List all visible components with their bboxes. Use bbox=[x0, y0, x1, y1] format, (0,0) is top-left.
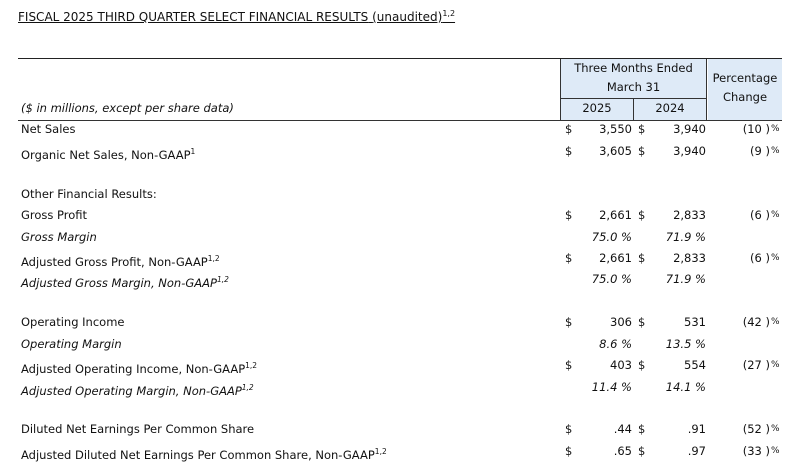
pct-sign: % bbox=[771, 360, 780, 370]
dollar-sign-2024: $ bbox=[638, 358, 646, 372]
row-label bbox=[21, 355, 257, 376]
row-label-text: Gross Profit bbox=[21, 208, 88, 222]
dollar-sign-2024: $ bbox=[638, 144, 646, 158]
row-label-footnote: 1,2 bbox=[374, 447, 387, 456]
value-2024: 71.9 % bbox=[665, 230, 706, 244]
value-2024: 531 bbox=[684, 315, 706, 329]
dollar-sign-2024: $ bbox=[638, 422, 646, 436]
pct-change: (33 ) bbox=[742, 444, 770, 458]
pct-sign: % bbox=[771, 253, 780, 263]
pct-sign: % bbox=[771, 424, 780, 434]
row-label-text: Operating Income bbox=[21, 315, 125, 329]
row-label-text: Organic Net Sales, Non-GAAP bbox=[21, 147, 191, 162]
units-note: ($ in millions, except per share data) bbox=[21, 101, 234, 115]
header-period bbox=[561, 59, 706, 97]
dollar-sign-2024: $ bbox=[638, 251, 646, 265]
dollar-sign-2025: $ bbox=[565, 122, 573, 136]
pct-change: (52 ) bbox=[742, 422, 770, 436]
header-period-line1: Three Months Ended bbox=[574, 61, 693, 75]
dollar-sign-2025: $ bbox=[565, 315, 573, 329]
value-2025: 403 bbox=[610, 358, 632, 372]
pct-sign: % bbox=[771, 317, 780, 327]
row-label-text: Adjusted Gross Profit, Non-GAAP bbox=[21, 254, 208, 269]
value-2025: 2,661 bbox=[599, 251, 632, 265]
row-label bbox=[21, 269, 229, 290]
value-2025: 3,550 bbox=[599, 122, 632, 136]
page-title bbox=[18, 9, 455, 24]
pct-change: (6 ) bbox=[750, 208, 770, 222]
value-2025: 2,661 bbox=[599, 208, 632, 222]
pct-change: (10 ) bbox=[742, 122, 770, 136]
value-2024: 13.5 % bbox=[665, 337, 706, 351]
value-2025: 75.0 % bbox=[591, 230, 632, 244]
row-label-text: Diluted Net Earnings Per Common Share bbox=[21, 422, 255, 436]
pct-change: (9 ) bbox=[750, 144, 770, 158]
row-label-text: Adjusted Gross Margin, Non-GAAP bbox=[21, 275, 217, 290]
header-period-line2: March 31 bbox=[606, 80, 661, 94]
row-label bbox=[21, 205, 87, 226]
row-label-text: Net Sales bbox=[21, 122, 76, 136]
dollar-sign-2024: $ bbox=[638, 444, 646, 458]
row-label-footnote: 1,2 bbox=[245, 361, 258, 370]
pct-change: (27 ) bbox=[742, 358, 770, 372]
pct-change: (42 ) bbox=[742, 315, 770, 329]
title-text: FISCAL 2025 THIRD QUARTER SELECT FINANCIAL RESULTS bbox=[18, 10, 369, 24]
value-2025: 11.4 % bbox=[591, 380, 632, 394]
dollar-sign-2025: $ bbox=[565, 444, 573, 458]
value-2025: 3,605 bbox=[599, 144, 632, 158]
header-pct-change bbox=[708, 69, 782, 107]
row-label bbox=[21, 377, 254, 398]
row-label bbox=[21, 441, 387, 462]
value-2024: 554 bbox=[684, 358, 706, 372]
value-2024: .97 bbox=[687, 444, 706, 458]
value-2024: .91 bbox=[687, 422, 706, 436]
header-divider-right bbox=[706, 59, 707, 120]
row-label bbox=[21, 184, 157, 205]
row-label bbox=[21, 419, 254, 440]
value-2025: .65 bbox=[613, 444, 632, 458]
row-label bbox=[21, 334, 122, 355]
header-col-2024: 2024 bbox=[655, 101, 685, 115]
row-label bbox=[21, 312, 124, 333]
value-2024: 3,940 bbox=[673, 122, 706, 136]
pct-sign: % bbox=[771, 146, 780, 156]
dollar-sign-2025: $ bbox=[565, 358, 573, 372]
row-label bbox=[21, 227, 97, 248]
dollar-sign-2025: $ bbox=[565, 251, 573, 265]
row-label-footnote: 1,2 bbox=[216, 275, 229, 284]
value-2024: 2,833 bbox=[673, 208, 706, 222]
pct-change: (6 ) bbox=[750, 251, 770, 265]
row-label bbox=[21, 119, 75, 140]
value-2025: 75.0 % bbox=[591, 272, 632, 286]
dollar-sign-2024: $ bbox=[638, 208, 646, 222]
row-label-text: Gross Margin bbox=[21, 230, 97, 244]
dollar-sign-2024: $ bbox=[638, 315, 646, 329]
pct-sign: % bbox=[771, 210, 780, 220]
value-2025: 306 bbox=[610, 315, 632, 329]
value-2025: .44 bbox=[613, 422, 632, 436]
value-2024: 14.1 % bbox=[665, 380, 706, 394]
header-pct-line1: Percentage bbox=[712, 71, 778, 85]
dollar-sign-2024: $ bbox=[638, 122, 646, 136]
title-unaudited: (unaudited) bbox=[372, 10, 443, 24]
row-label bbox=[21, 248, 220, 269]
row-label-text: Other Financial Results: bbox=[21, 187, 157, 201]
row-label-text: Adjusted Operating Margin, Non-GAAP bbox=[21, 383, 242, 398]
row-label-text: Adjusted Diluted Net Earnings Per Common Share, Non-GAAP bbox=[21, 447, 375, 462]
dollar-sign-2025: $ bbox=[565, 208, 573, 222]
value-2025: 8.6 % bbox=[599, 337, 632, 351]
pct-sign: % bbox=[771, 446, 780, 456]
title-footnote: 1,2 bbox=[442, 9, 456, 18]
row-label-text: Operating Margin bbox=[21, 337, 122, 351]
dollar-sign-2025: $ bbox=[565, 144, 573, 158]
row-label-text: Adjusted Operating Income, Non-GAAP bbox=[21, 361, 246, 376]
row-label bbox=[21, 141, 195, 162]
row-label-footnote: 1 bbox=[190, 147, 196, 156]
value-2024: 2,833 bbox=[673, 251, 706, 265]
dollar-sign-2025: $ bbox=[565, 422, 573, 436]
header-col-2025: 2025 bbox=[582, 101, 612, 115]
value-2024: 3,940 bbox=[673, 144, 706, 158]
header-pct-line2: Change bbox=[722, 90, 768, 104]
row-label-footnote: 1,2 bbox=[207, 254, 220, 263]
value-2024: 71.9 % bbox=[665, 272, 706, 286]
pct-sign: % bbox=[771, 124, 780, 134]
row-label-footnote: 1,2 bbox=[241, 383, 254, 392]
